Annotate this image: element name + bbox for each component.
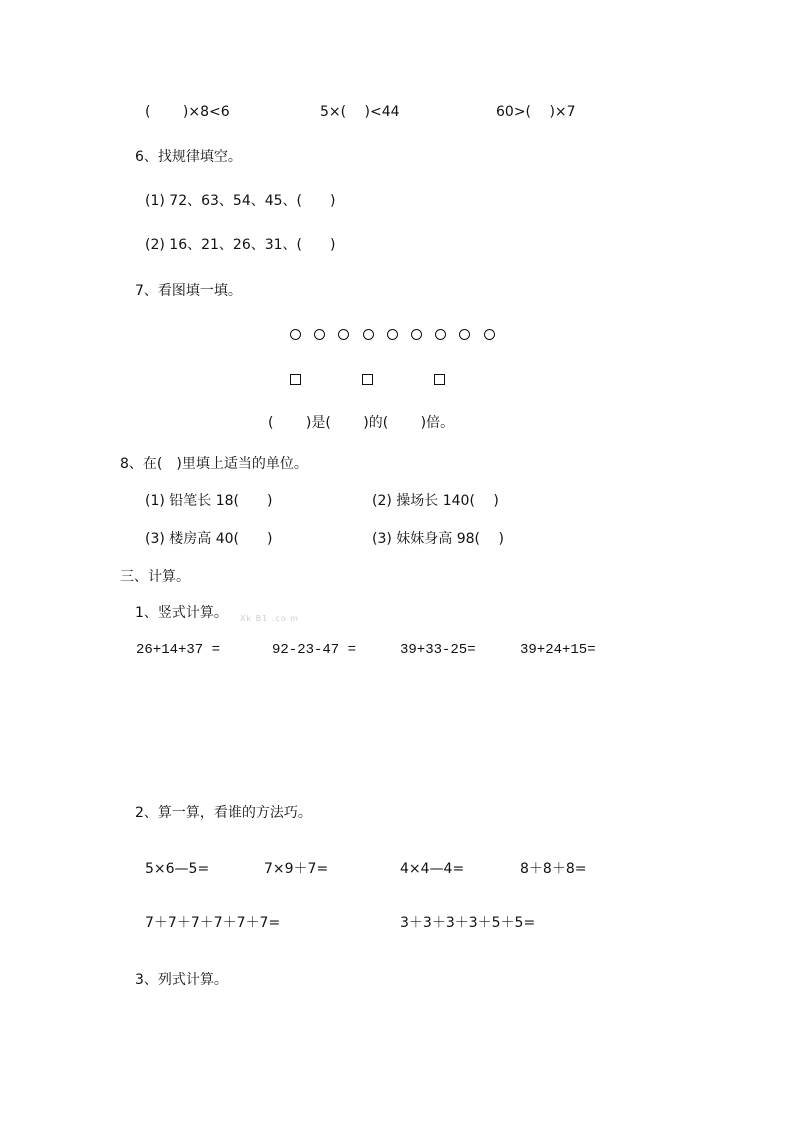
inequality-3: 60>( )×7 bbox=[496, 104, 576, 120]
smart-calc-5: 7＋7＋7＋7＋7＋7= bbox=[145, 915, 281, 931]
q7-circle bbox=[435, 329, 446, 340]
vertical-calc-1: 26+14+37 = bbox=[136, 642, 221, 658]
vertical-calc-2: 92-23-47 = bbox=[272, 642, 357, 658]
q7-circle bbox=[411, 329, 422, 340]
q8-item-3: (3) 楼房高 40( ) bbox=[145, 531, 273, 547]
q6-heading: 6、找规律填空。 bbox=[135, 149, 242, 165]
q7-circle bbox=[363, 329, 374, 340]
watermark: Xk B1 .co m bbox=[240, 614, 299, 623]
inequality-1: ( )×8<6 bbox=[145, 104, 230, 120]
q7-square bbox=[434, 374, 445, 385]
smart-calc-1: 5×6—5= bbox=[145, 861, 210, 877]
vertical-calc-3: 39+33-25= bbox=[400, 642, 476, 658]
q8-heading: 8、在( )里填上适当的单位。 bbox=[120, 456, 308, 472]
q8-item-1: (1) 铅笔长 18( ) bbox=[145, 493, 273, 509]
inequality-2: 5×( )<44 bbox=[320, 104, 400, 120]
q7-heading: 7、看图填一填。 bbox=[135, 283, 242, 299]
section3-heading: 三、计算。 bbox=[120, 569, 190, 585]
q6-item-2: (2) 16、21、26、31、( ) bbox=[145, 237, 336, 253]
smart-calc-3: 4×4—4= bbox=[400, 861, 465, 877]
q7-circle bbox=[387, 329, 398, 340]
q8-item-2: (2) 操场长 140( ) bbox=[372, 493, 499, 509]
q7-circle bbox=[484, 329, 495, 340]
q7-circle bbox=[459, 329, 470, 340]
q7-sentence: ( )是( )的( )倍。 bbox=[268, 415, 455, 431]
q6-item-1: (1) 72、63、54、45、( ) bbox=[145, 193, 336, 209]
q7-circle bbox=[314, 329, 325, 340]
smart-calc-4: 8＋8＋8= bbox=[520, 861, 587, 877]
s3-q3-heading: 3、列式计算。 bbox=[135, 972, 228, 988]
s3-q2-heading: 2、算一算，看谁的方法巧。 bbox=[135, 805, 312, 821]
q7-circle bbox=[338, 329, 349, 340]
s3-q1-heading: 1、竖式计算。 bbox=[135, 605, 228, 621]
q7-square bbox=[362, 374, 373, 385]
q7-circle bbox=[290, 329, 301, 340]
q7-square bbox=[290, 374, 301, 385]
q8-item-4: (3) 妹妹身高 98( ) bbox=[372, 531, 504, 547]
smart-calc-2: 7×9＋7= bbox=[264, 861, 329, 877]
smart-calc-6: 3＋3＋3＋3＋5＋5= bbox=[400, 915, 536, 931]
vertical-calc-4: 39+24+15= bbox=[520, 642, 596, 658]
